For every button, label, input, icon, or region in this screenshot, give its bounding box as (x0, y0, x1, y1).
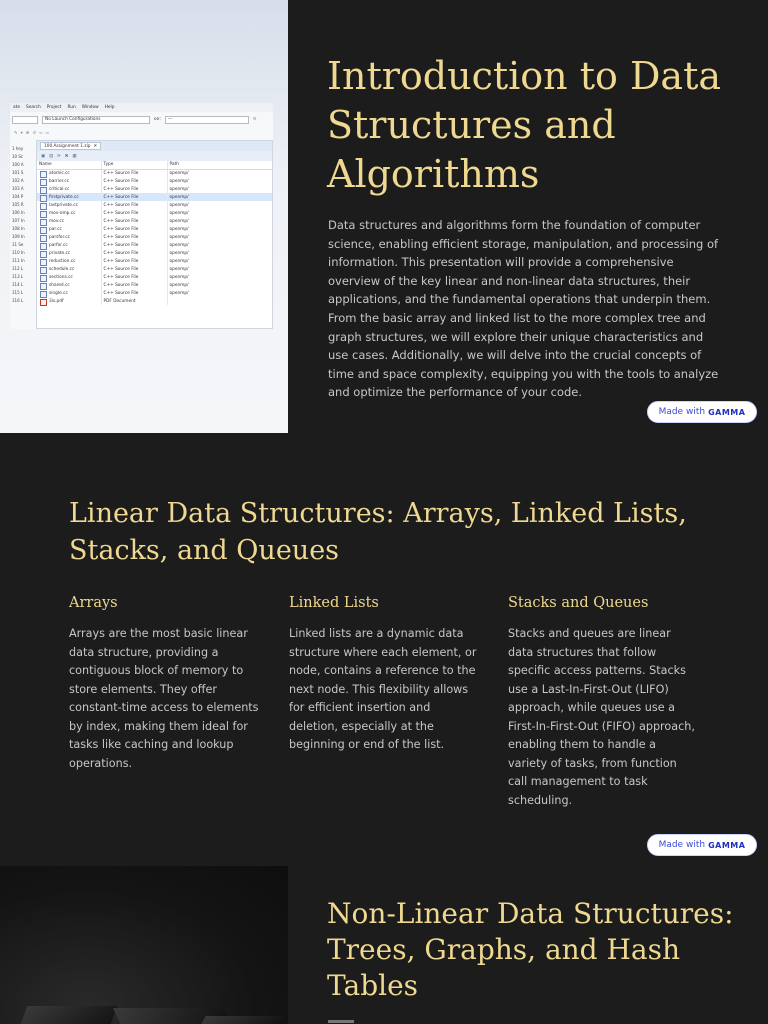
file-name-cell: sections.cc (37, 273, 101, 281)
slide-title: Linear Data Structures: Arrays, Linked Lists, Stacks, and Queues (69, 498, 687, 566)
file-type-cell: C++ Source File (101, 169, 167, 177)
file-name-cell: firstprivate.cc (37, 193, 101, 201)
file-row (37, 249, 272, 257)
slide-linear-structures (0, 433, 768, 866)
gutter-item: 114 L (12, 282, 24, 287)
column-stacks-queues (508, 595, 698, 810)
file-name-cell: reduction.cc (37, 257, 101, 265)
file-type-cell: C++ Source File (101, 217, 167, 225)
file-type-cell: C++ Source File (101, 265, 167, 273)
gutter-item: 110 In (12, 250, 25, 255)
file-name-cell: parsfor.cc (37, 233, 101, 241)
made-with-gamma-badge[interactable] (647, 401, 757, 423)
file-path-cell: openmp/ (169, 218, 189, 224)
file-row (37, 281, 272, 289)
file-name-cell: mov-omp.cc (37, 209, 101, 217)
file-row (37, 233, 272, 241)
slide-introduction (0, 0, 768, 433)
tool-icon: ↺ (32, 131, 36, 136)
file-path-cell: openmp/ (169, 258, 189, 264)
archive-toolbar (37, 151, 272, 161)
file-name-cell: private.cc (37, 249, 101, 257)
column-arrays (69, 595, 259, 773)
file-type-cell: C++ Source File (101, 249, 167, 257)
file-row (37, 185, 272, 193)
column-heading: Arrays (69, 595, 118, 611)
file-path-cell: openmp/ (169, 178, 189, 184)
gutter-item: 106 In (12, 210, 25, 215)
file-type-cell: C++ Source File (101, 257, 167, 265)
gutter-item: 116 L (12, 298, 24, 303)
on-label: on: (154, 117, 161, 122)
gutter-item: 103 A (12, 186, 24, 191)
file-table (37, 161, 272, 305)
file-name-cell: parfor.cc (37, 241, 101, 249)
gutter-item: 115 L (12, 290, 24, 295)
file-name-cell: atomic.cc (37, 169, 101, 177)
archive-viewer (36, 140, 273, 329)
gutter-item: 111 In (12, 258, 25, 263)
slide-non-linear-structures (0, 866, 768, 1024)
file-name-cell: lastprivate.cc (37, 201, 101, 209)
extract-icon: ▣ (41, 153, 46, 159)
image-shard (194, 1016, 286, 1024)
intro-paragraph: Data structures and algorithms form the foundation of computer science, enabling efficient storage, manipulation, and processing of information. This presentation will provide a comprehensive overview of the key linear and non-linear data structures, their applications, and the fundamental operations that underpin them. From the basic array and linked list to the more complex tree and graph structures, we will explore their unique characteristics and use cases. Additionally, we will delve into the crucial concepts of time and space complexity, equipping you with the tools to analyze and optimize the performance of your code. (328, 218, 719, 400)
column-text: Arrays are the most basic linear data structure, providing a contiguous block of memory to store elements. They offer constant-time access to elements by index, making them ideal for tasks like caching and lookup operations. (69, 627, 259, 770)
ide-screenshot-image (0, 0, 288, 433)
file-row (37, 241, 272, 249)
column-linked-lists (289, 595, 479, 755)
file-name-cell: 3is.pdf (37, 297, 101, 305)
column-text: Linked lists are a dynamic data structure where each element, or node, contains a reference to the next node. This flexibility allows for efficient insertion and deletion, especially at the beginning or end of the list. (289, 627, 477, 751)
refresh-icon: ⟳ (57, 153, 61, 159)
file-type-cell: C++ Source File (101, 185, 167, 193)
slide-title: Non-Linear Data Structures: Trees, Graphs, and Hash Tables (327, 897, 734, 1002)
file-path-cell (167, 297, 272, 305)
file-path-cell: openmp/ (169, 242, 189, 248)
launch-target-select: --- (165, 116, 249, 124)
menu-item: Window (81, 105, 99, 110)
column-heading: Stacks and Queues (508, 595, 649, 611)
gutter-item: 108 In (12, 226, 25, 231)
column-header-type: Type (101, 161, 167, 169)
badge-prefix: Made with (658, 407, 706, 417)
editor-tabbar (37, 141, 272, 151)
file-path-cell: openmp/ (169, 210, 189, 216)
file-path-cell: openmp/ (169, 170, 189, 176)
image-shard (13, 1006, 118, 1024)
gutter-item: 11 Se (12, 242, 24, 247)
file-type-cell: C++ Source File (101, 233, 167, 241)
gutter-item: 107 In (12, 218, 25, 223)
delete-icon: ✖ (64, 153, 69, 159)
file-row (37, 169, 272, 177)
gutter-item: 101 S (12, 170, 24, 175)
file-row (37, 289, 272, 297)
tool-icon: ⊕ (25, 131, 30, 136)
divider (328, 1020, 354, 1023)
file-name-cell: schedule.cc (37, 265, 101, 273)
ide-toolbar-secondary (10, 129, 273, 138)
made-with-gamma-badge[interactable] (647, 834, 757, 856)
gutter-item: 10 Sc (12, 154, 24, 159)
file-name-cell: par.cc (37, 225, 101, 233)
file-type-cell: C++ Source File (101, 241, 167, 249)
column-text: Stacks and queues are linear data structures that follow specific access patterns. Stacks use a Last-In-First-Out (LIFO) approach, while queues use a First-In-First-Out (FIFO) approach, enabling them to handle a variety of tasks, from function call management to task scheduling. (508, 627, 695, 807)
file-type-cell: C++ Source File (101, 193, 167, 201)
file-type-cell: PDF Document (101, 297, 167, 305)
file-row (37, 209, 272, 217)
file-row (37, 297, 272, 305)
ide-window (10, 103, 273, 329)
file-path-cell: openmp/ (169, 266, 189, 272)
gutter-item: 100 A (12, 162, 24, 167)
ide-combo-left (12, 116, 38, 124)
file-path-cell: openmp/ (169, 234, 189, 240)
column-header-name: Name (37, 161, 101, 169)
file-name-cell: single.cc (37, 289, 101, 297)
view-icon: ▦ (72, 153, 77, 159)
file-path-cell: openmp/ (169, 202, 189, 208)
tab-label: 100.Assignment 1.zip (44, 143, 91, 149)
file-path-cell: openmp/ (169, 226, 189, 232)
file-path-cell: openmp/ (169, 194, 189, 200)
gutter-item: 1 hey (12, 146, 24, 151)
menu-item: Project (46, 105, 62, 110)
file-name-cell: mov.cc (37, 217, 101, 225)
file-path-cell: openmp/ (169, 250, 189, 256)
menu-item: Help (104, 105, 115, 110)
file-type-cell: C++ Source File (101, 177, 167, 185)
gutter-item: 113 L (12, 274, 24, 279)
gutter-item: 104 P (12, 194, 24, 199)
file-row (37, 217, 272, 225)
file-row (37, 273, 272, 281)
launch-config-select: No Launch Configurations (42, 116, 150, 124)
menu-item: Search (25, 105, 41, 110)
gutter-item: 112 L (12, 266, 24, 271)
gamma-logo: GAMMA (708, 840, 746, 850)
file-row (37, 193, 272, 201)
column-heading: Linked Lists (289, 595, 379, 611)
gear-icon: ⚙ (252, 117, 257, 122)
gutter-item: 102 A (12, 178, 24, 183)
file-path-cell: openmp/ (169, 274, 189, 280)
file-row (37, 257, 272, 265)
ide-left-gutter (10, 145, 28, 329)
close-icon: ✕ (93, 143, 98, 149)
file-name-cell: barrier.cc (37, 177, 101, 185)
file-path-cell: openmp/ (169, 282, 189, 288)
file-type-cell: C++ Source File (101, 209, 167, 217)
slide-title: Introduction to Data Structures and Algorithms (327, 54, 722, 196)
gutter-item: 109 In (12, 234, 25, 239)
menu-item: ate (13, 105, 20, 110)
file-name-cell: shared.cc (37, 281, 101, 289)
folder-icon: ▤ (49, 153, 54, 159)
file-type-cell: C++ Source File (101, 289, 167, 297)
file-name-cell: critical.cc (37, 185, 101, 193)
file-row (37, 177, 272, 185)
ide-menubar (10, 103, 273, 112)
tool-icon: ⇨ (45, 131, 50, 136)
gamma-logo: GAMMA (708, 407, 746, 417)
tool-icon: ⇦ (39, 131, 43, 136)
file-row (37, 201, 272, 209)
column-header-path: Path (167, 161, 272, 169)
file-path-cell: openmp/ (169, 186, 189, 192)
file-row (37, 265, 272, 273)
abstract-dark-image (0, 866, 288, 1024)
tool-icon: ✎ (14, 131, 18, 136)
file-type-cell: C++ Source File (101, 225, 167, 233)
tool-icon: ▾ (20, 131, 23, 136)
file-type-cell: C++ Source File (101, 201, 167, 209)
menu-item: Run (67, 105, 76, 110)
ide-toolbar (10, 114, 273, 125)
badge-prefix: Made with (658, 840, 706, 850)
file-type-cell: C++ Source File (101, 273, 167, 281)
file-row (37, 225, 272, 233)
file-path-cell: openmp/ (169, 290, 189, 296)
gutter-item: 105 R (12, 202, 24, 207)
editor-tab (40, 142, 101, 150)
file-type-cell: C++ Source File (101, 281, 167, 289)
